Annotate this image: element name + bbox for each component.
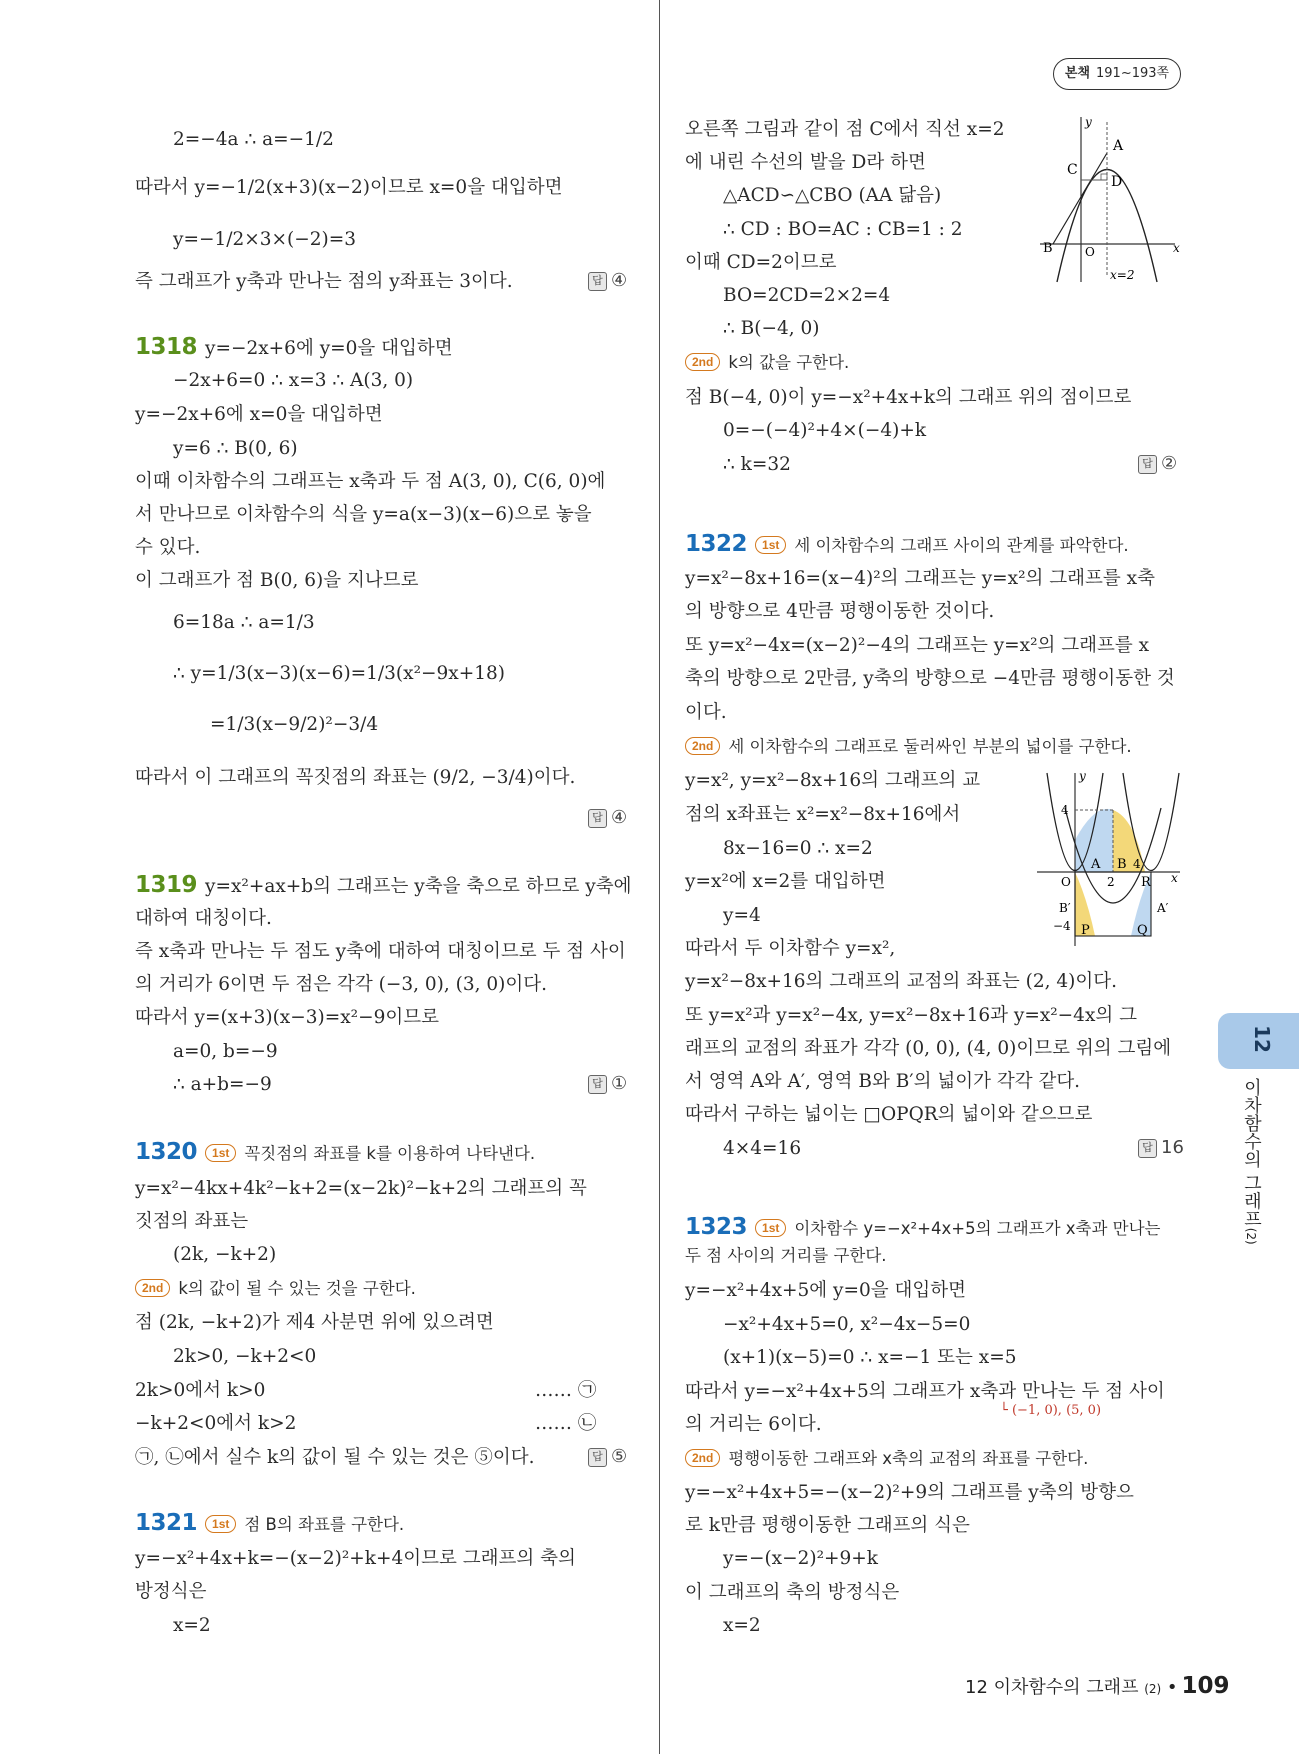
- text-line: −2x+6=0 ∴ x=3 ∴ A(3, 0): [173, 370, 414, 391]
- step-badge-2nd: 2nd: [685, 1449, 720, 1467]
- text-line: 이때 이차함수의 그래프는 x축과 두 점 A(3, 0), C(6, 0)에: [135, 471, 606, 492]
- text-line: y=−x²+4x+5=−(x−2)²+9의 그래프를 y축의 방향으: [685, 1482, 1134, 1503]
- chapter-title: 이차함수의 그래프: [1241, 1078, 1262, 1228]
- label-y: y: [1085, 115, 1092, 129]
- text-line: x=2: [173, 1615, 211, 1636]
- step-text: 이차함수 y=−x²+4x+5의 그래프가 x축과 만나는: [794, 1219, 1161, 1238]
- label-x-equals-2: x=2: [1110, 268, 1135, 282]
- text-line: 로 k만큼 평행이동한 그래프의 식은: [685, 1515, 970, 1536]
- text-line: 0=−(−4)²+4×(−4)+k: [723, 420, 927, 441]
- label-p: P: [1081, 923, 1090, 938]
- problem-number: 1318: [135, 334, 198, 360]
- label-b-prime: B′: [1059, 901, 1071, 915]
- text-line: (x+1)(x−5)=0 ∴ x=−1 또는 x=5: [723, 1347, 1017, 1368]
- text-line: 6=18a ∴ a=1/3: [173, 612, 315, 633]
- problem-1323: [685, 1215, 1160, 1241]
- step-text-cont: [685, 1244, 887, 1268]
- text-line: 점의 x좌표는 x²=x²−8x+16에서: [685, 804, 961, 825]
- parabola-curve: [1057, 170, 1157, 283]
- label-minus-4: −4: [1053, 919, 1071, 933]
- answer-icon: 답: [588, 1448, 607, 1467]
- answer-badge: [588, 270, 627, 291]
- right-angle-mark: [1101, 174, 1107, 180]
- page-number: 109: [1181, 1673, 1230, 1699]
- problem-number: 1323: [685, 1214, 748, 1240]
- label-r: R: [1141, 875, 1151, 890]
- text-line: △ACD∽△CBO (AA 닮음): [723, 185, 942, 206]
- answer-badge: [588, 1446, 627, 1467]
- text-line: 따라서 이 그래프의 꼭짓점의 좌표는 (9/2, −3/4)이다.: [135, 767, 576, 788]
- label-4: 4: [1061, 803, 1069, 817]
- text-line: 따라서 구하는 넓이는 □OPQR의 넓이와 같으므로: [685, 1104, 1093, 1125]
- answer-icon: 답: [588, 809, 607, 828]
- text-line: ∴ B(−4, 0): [723, 318, 820, 339]
- step-text: k의 값이 될 수 있는 것을 구한다.: [178, 1279, 416, 1298]
- text-line: 8x−16=0 ∴ x=2: [723, 838, 873, 859]
- problem-1321: [135, 1511, 404, 1537]
- label-o: O: [1061, 875, 1071, 889]
- answer-badge: [1138, 453, 1177, 474]
- text-line: 방정식은: [135, 1581, 207, 1602]
- text-line: y=x²−8x+16=(x−4)²의 그래프는 y=x²의 그래프를 x축: [685, 568, 1155, 589]
- text-line: ∴ y=1/3(x−3)(x−6)=1/3(x²−9x+18): [173, 663, 505, 684]
- problem-1319: [135, 873, 632, 899]
- text-line: ∴ CD : BO=AC : CB=1 : 2: [723, 219, 963, 240]
- text-line: y=−x²+4x+5에 y=0을 대입하면: [685, 1280, 966, 1301]
- text-line: 에 내린 수선의 발을 D라 하면: [685, 152, 926, 173]
- footer-sep: •: [1166, 1677, 1178, 1698]
- step-badge-2nd: 2nd: [135, 1279, 170, 1297]
- answer-icon: 답: [1138, 455, 1157, 474]
- text-line: 축의 방향으로 2만큼, y축의 방향으로 −4만큼 평행이동한 것: [685, 668, 1175, 689]
- text-line: y=x²−8x+16의 그래프의 교점의 좌표는 (2, 4)이다.: [685, 971, 1118, 992]
- answer-value: ②: [1161, 453, 1178, 474]
- step-text: 세 이차함수의 그래프 사이의 관계를 파악한다.: [794, 536, 1129, 555]
- label-x: x: [1171, 871, 1178, 885]
- label-q: Q: [1137, 923, 1148, 938]
- annotation-note: └ (−1, 0), (5, 0): [1000, 1403, 1102, 1418]
- text-line: y=6 ∴ B(0, 6): [173, 438, 298, 459]
- page-ref-label: 본책: [1064, 66, 1091, 81]
- page-ref-pages: 191~193쪽: [1096, 66, 1170, 81]
- text-line: 즉 x축과 만나는 두 점도 y축에 대하여 대칭이므로 두 점 사이: [135, 941, 626, 962]
- label-d: D: [1111, 174, 1123, 190]
- text-line: y=−2x+6에 y=0을 대입하면: [205, 338, 453, 359]
- figure-parabola-1: [1035, 112, 1185, 287]
- text-line: 이 그래프가 점 B(0, 6)을 지나므로: [135, 570, 419, 591]
- problem-number: 1320: [135, 1139, 198, 1165]
- step-line: [685, 1447, 1088, 1471]
- text-line: 따라서 y=(x+3)(x−3)=x²−9이므로: [135, 1007, 439, 1028]
- label-y: y: [1079, 769, 1086, 783]
- text-line: a=0, b=−9: [173, 1041, 278, 1062]
- page-footer: [965, 1673, 1230, 1699]
- text-line: 4×4=16: [723, 1138, 802, 1159]
- step-text: 세 이차함수의 그래프로 둘러싸인 부분의 넓이를 구한다.: [728, 737, 1132, 756]
- text-line: ∴ k=32: [723, 454, 791, 475]
- text-line: y=−2x+6에 x=0을 대입하면: [135, 404, 383, 425]
- text-line: −k+2<0에서 k>2: [135, 1413, 297, 1434]
- step-text: 평행이동한 그래프와 x축의 교점의 좌표를 구한다.: [728, 1449, 1089, 1468]
- text-line: 점 (2k, −k+2)가 제4 사분면 위에 있으려면: [135, 1312, 494, 1333]
- step-text: 꼭짓점의 좌표를 k를 이용하여 나타낸다.: [244, 1144, 536, 1163]
- label-x: x: [1173, 241, 1180, 255]
- step-badge-1st: 1st: [205, 1515, 236, 1533]
- text-line: y=x², y=x²−8x+16의 그래프의 교: [685, 770, 981, 791]
- text-line: 짓점의 좌표는: [135, 1211, 249, 1232]
- step-badge-1st: 1st: [205, 1144, 236, 1162]
- text-line: y=x²+ax+b의 그래프는 y축을 축으로 하므로 y축에: [205, 876, 632, 897]
- equation-marker: …… ㉠: [535, 1380, 597, 1401]
- text-line: 점 B(−4, 0)이 y=−x²+4x+k의 그래프 위의 점이므로: [685, 387, 1132, 408]
- step-badge-1st: 1st: [755, 1219, 786, 1237]
- answer-badge: [588, 1073, 627, 1094]
- chapter-number: 12: [1249, 1025, 1274, 1053]
- step-text: 두 점 사이의 거리를 구한다.: [685, 1246, 887, 1265]
- text-line: BO=2CD=2×2=4: [723, 285, 891, 306]
- answer-badge: [1138, 1137, 1184, 1158]
- answer-value: ④: [611, 807, 628, 828]
- text-line: 이 그래프의 축의 방정식은: [685, 1582, 900, 1603]
- text-line: ∴ a+b=−9: [173, 1074, 272, 1095]
- step-badge-2nd: 2nd: [685, 737, 720, 755]
- text-line: 서 영역 A와 A′, 영역 B와 B′의 넓이가 각각 같다.: [685, 1071, 1081, 1092]
- chapter-side-title: [1238, 1078, 1264, 1245]
- text-line: y=x²−4kx+4k²−k+2=(x−2k)²−k+2의 그래프의 꼭: [135, 1178, 587, 1199]
- text-line: =1/3(x−9/2)²−3/4: [210, 714, 379, 735]
- label-a: A: [1113, 138, 1124, 154]
- text-line: y=−x²+4x+k=−(x−2)²+k+4이므로 그래프의 축의: [135, 1548, 576, 1569]
- text-line: 대하여 대칭이다.: [135, 908, 272, 929]
- text-line: 즉 그래프가 y축과 만나는 점의 y좌표는 3이다.: [135, 271, 513, 292]
- label-4-x: 4: [1133, 857, 1141, 871]
- text-line: y=x²에 x=2를 대입하면: [685, 871, 886, 892]
- answer-value: ⑤: [611, 1446, 628, 1467]
- line-ba: [1053, 153, 1107, 244]
- label-a-prime: A′: [1157, 901, 1169, 915]
- text-line: (2k, −k+2): [173, 1244, 277, 1265]
- problem-1320: [135, 1140, 535, 1166]
- answer-icon: 답: [588, 1075, 607, 1094]
- step-badge-1st: 1st: [755, 536, 786, 554]
- page-reference: [1053, 58, 1181, 90]
- label-b: B: [1043, 241, 1053, 256]
- chapter-part: (2): [1244, 1227, 1258, 1245]
- column-divider: [659, 0, 660, 1754]
- text-line: y=4: [723, 905, 761, 926]
- step-line: [685, 351, 849, 375]
- text-line: 래프의 교점의 좌표가 각각 (0, 0), (4, 0)이므로 위의 그림에: [685, 1038, 1172, 1059]
- text-line: 또 y=x²−4x=(x−2)²−4의 그래프는 y=x²의 그래프를 x: [685, 635, 1150, 656]
- text-line: y=−(x−2)²+9+k: [723, 1548, 878, 1569]
- text-line: 2k>0, −k+2<0: [173, 1346, 317, 1367]
- text-line: 2k>0에서 k>0: [135, 1380, 266, 1401]
- problem-1322: [685, 532, 1129, 558]
- text-line: 서 만나므로 이차함수의 식을 y=a(x−3)(x−6)으로 놓을: [135, 504, 592, 525]
- text-line: ㉠, ㉡에서 실수 k의 값이 될 수 있는 것은 ⑤이다.: [135, 1447, 535, 1468]
- step-text: 점 B의 좌표를 구한다.: [244, 1515, 405, 1534]
- text-line: 의 방향으로 4만큼 평행이동한 것이다.: [685, 601, 995, 622]
- label-o: O: [1085, 245, 1095, 259]
- label-c: C: [1067, 162, 1078, 178]
- chapter-tab: [1218, 1013, 1299, 1069]
- answer-icon: 답: [588, 272, 607, 291]
- equation-marker: …… ㉡: [535, 1413, 597, 1434]
- footer-title: 12 이차함수의 그래프: [965, 1677, 1139, 1698]
- label-a: A: [1091, 857, 1101, 872]
- text-line: 따라서 y=−1/2(x+3)(x−2)이므로 x=0을 대입하면: [135, 177, 563, 198]
- problem-1318: [135, 335, 453, 361]
- text-line: 또 y=x²과 y=x²−4x, y=x²−8x+16과 y=x²−4x의 그: [685, 1005, 1138, 1026]
- answer-value: 16: [1161, 1137, 1184, 1158]
- step-text: k의 값을 구한다.: [728, 353, 850, 372]
- text-line: 따라서 두 이차함수 y=x²,: [685, 938, 896, 959]
- text-line: 의 거리가 6이면 두 점은 각각 (−3, 0), (3, 0)이다.: [135, 974, 547, 995]
- text-line: y=−1/2×3×(−2)=3: [173, 229, 356, 250]
- text-line: 2=−4a ∴ a=−1/2: [173, 129, 334, 150]
- text-line: x=2: [723, 1615, 761, 1636]
- text-line: 오른쪽 그림과 같이 점 C에서 직선 x=2: [685, 119, 1005, 140]
- text-line: 이다.: [685, 702, 727, 723]
- text-line: 이때 CD=2이므로: [685, 252, 837, 273]
- problem-number: 1322: [685, 531, 748, 557]
- text-line: 따라서 y=−x²+4x+5의 그래프가 x축과 만나는 두 점 사이: [685, 1381, 1165, 1402]
- problem-number: 1321: [135, 1510, 198, 1536]
- figure-parabola-2: [1035, 768, 1185, 948]
- footer-part: (2): [1144, 1682, 1162, 1696]
- answer-value: ①: [611, 1073, 628, 1094]
- answer-icon: 답: [1138, 1139, 1157, 1158]
- label-2: 2: [1107, 875, 1115, 889]
- text-line: 수 있다.: [135, 537, 201, 558]
- step-badge-2nd: 2nd: [685, 353, 720, 371]
- problem-number: 1319: [135, 872, 198, 898]
- answer-badge: [588, 807, 627, 828]
- answer-value: ④: [611, 270, 628, 291]
- step-line: [135, 1277, 416, 1301]
- text-line: −x²+4x+5=0, x²−4x−5=0: [723, 1314, 971, 1335]
- step-line: [685, 735, 1132, 759]
- label-b: B: [1117, 857, 1127, 872]
- text-line: 의 거리는 6이다.: [685, 1414, 822, 1435]
